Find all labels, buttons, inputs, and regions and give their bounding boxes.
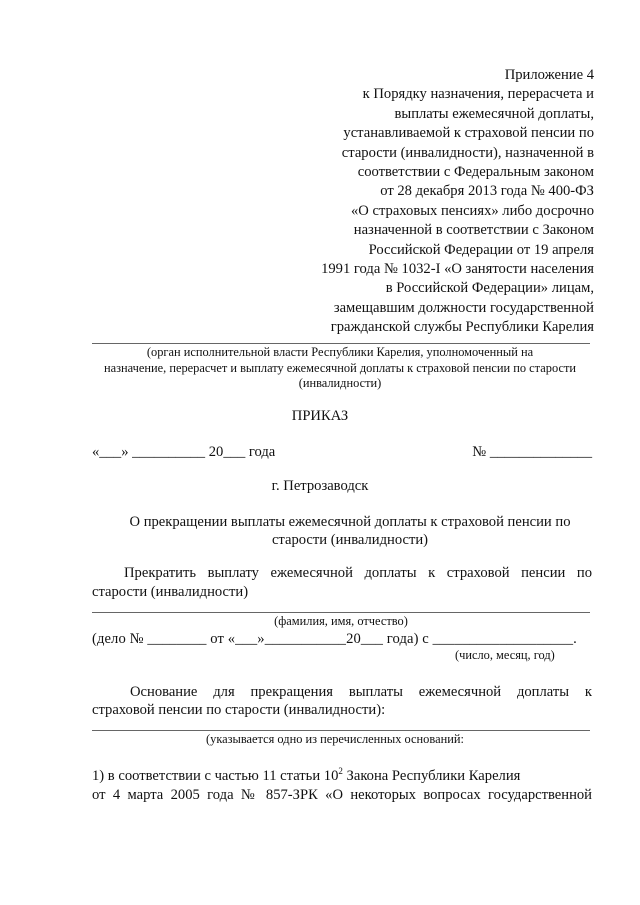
authority-caption-line: (инвалидности) [298,376,382,391]
fio-fill-line [92,612,590,613]
order-date-field: «___» __________ 20___ года [92,444,276,460]
item-1-text [92,767,520,786]
appendix-line: замещавшим должности государственной [333,299,594,316]
order-city: г. Петрозаводск [271,478,369,494]
paragraph-terminate-cont: старости (инвалидности) [92,584,249,600]
order-subject-line: О прекращении выплаты ежемесячной доплаты к страховой пенсии по [129,514,571,530]
appendix-line: соответствии с Федеральным законом [357,164,594,181]
appendix-line: назначенной в соответствии с Законом [353,222,594,239]
paragraph-terminate: Прекратить выплату ежемесячной доплаты к страховой пенсии по [124,565,592,581]
appendix-header [294,66,594,338]
order-subject-line: старости (инвалидности) [271,532,429,548]
item-1-text-part: Закона Республики Карелия [342,768,521,784]
appendix-line: в Российской Федерации» лицам, [385,280,594,297]
basis-fill-line [92,730,590,731]
appendix-line: 1991 года № 1032-I «О занятости населения [321,261,594,278]
authority-caption-line: назначение, перерасчет и выплату ежемесячной доплаты к страховой пенсии по старости [103,360,576,375]
appendix-line: устанавливаемой к страховой пенсии по [343,125,594,142]
date-caption: (число, месяц, год) [455,648,555,662]
appendix-line: от 28 декабря 2013 года № 400-ФЗ [380,183,594,200]
basis-paragraph: Основание для прекращения выплаты ежемесячной доплаты к [130,684,592,700]
appendix-line: «О страховых пенсиях» либо досрочно [351,202,594,219]
appendix-line: выплаты ежемесячной доплаты, [394,105,594,122]
authority-caption [80,345,600,392]
item-1-superscript: 2 [338,766,343,776]
appendix-line: к Порядку назначения, перерасчета и [362,86,594,103]
appendix-line: гражданской службы Республики Карелия [330,319,594,336]
authority-caption-line: (орган исполнительной власти Республики Карелия, уполномоченный на [146,345,534,359]
basis-caption: (указывается одно из перечисленных оснований: [206,732,464,746]
appendix-line: старости (инвалидности), назначенной в [341,144,594,161]
basis-paragraph-cont: страховой пенсии по старости (инвалидности): [92,702,386,718]
fio-caption: (фамилия, имя, отчество) [274,614,408,628]
authority-fill-line [92,343,590,344]
order-title: ПРИКАЗ [291,408,349,424]
item-1-line [92,767,592,786]
item-1-line-2: от 4 марта 2005 года № 857-ЗРК «О некоторых вопросах государственной [92,787,592,803]
item-1-text-part: 1) в соответствии с частью 11 статьи 10 [92,768,339,784]
appendix-line: Приложение 4 [504,67,594,83]
order-number-field: № ______________ [472,444,592,460]
appendix-line: Российской Федерации от 19 апреля [368,241,594,258]
case-line: (дело № ________ от «___»___________20___ года) с ___________________. [92,631,577,647]
